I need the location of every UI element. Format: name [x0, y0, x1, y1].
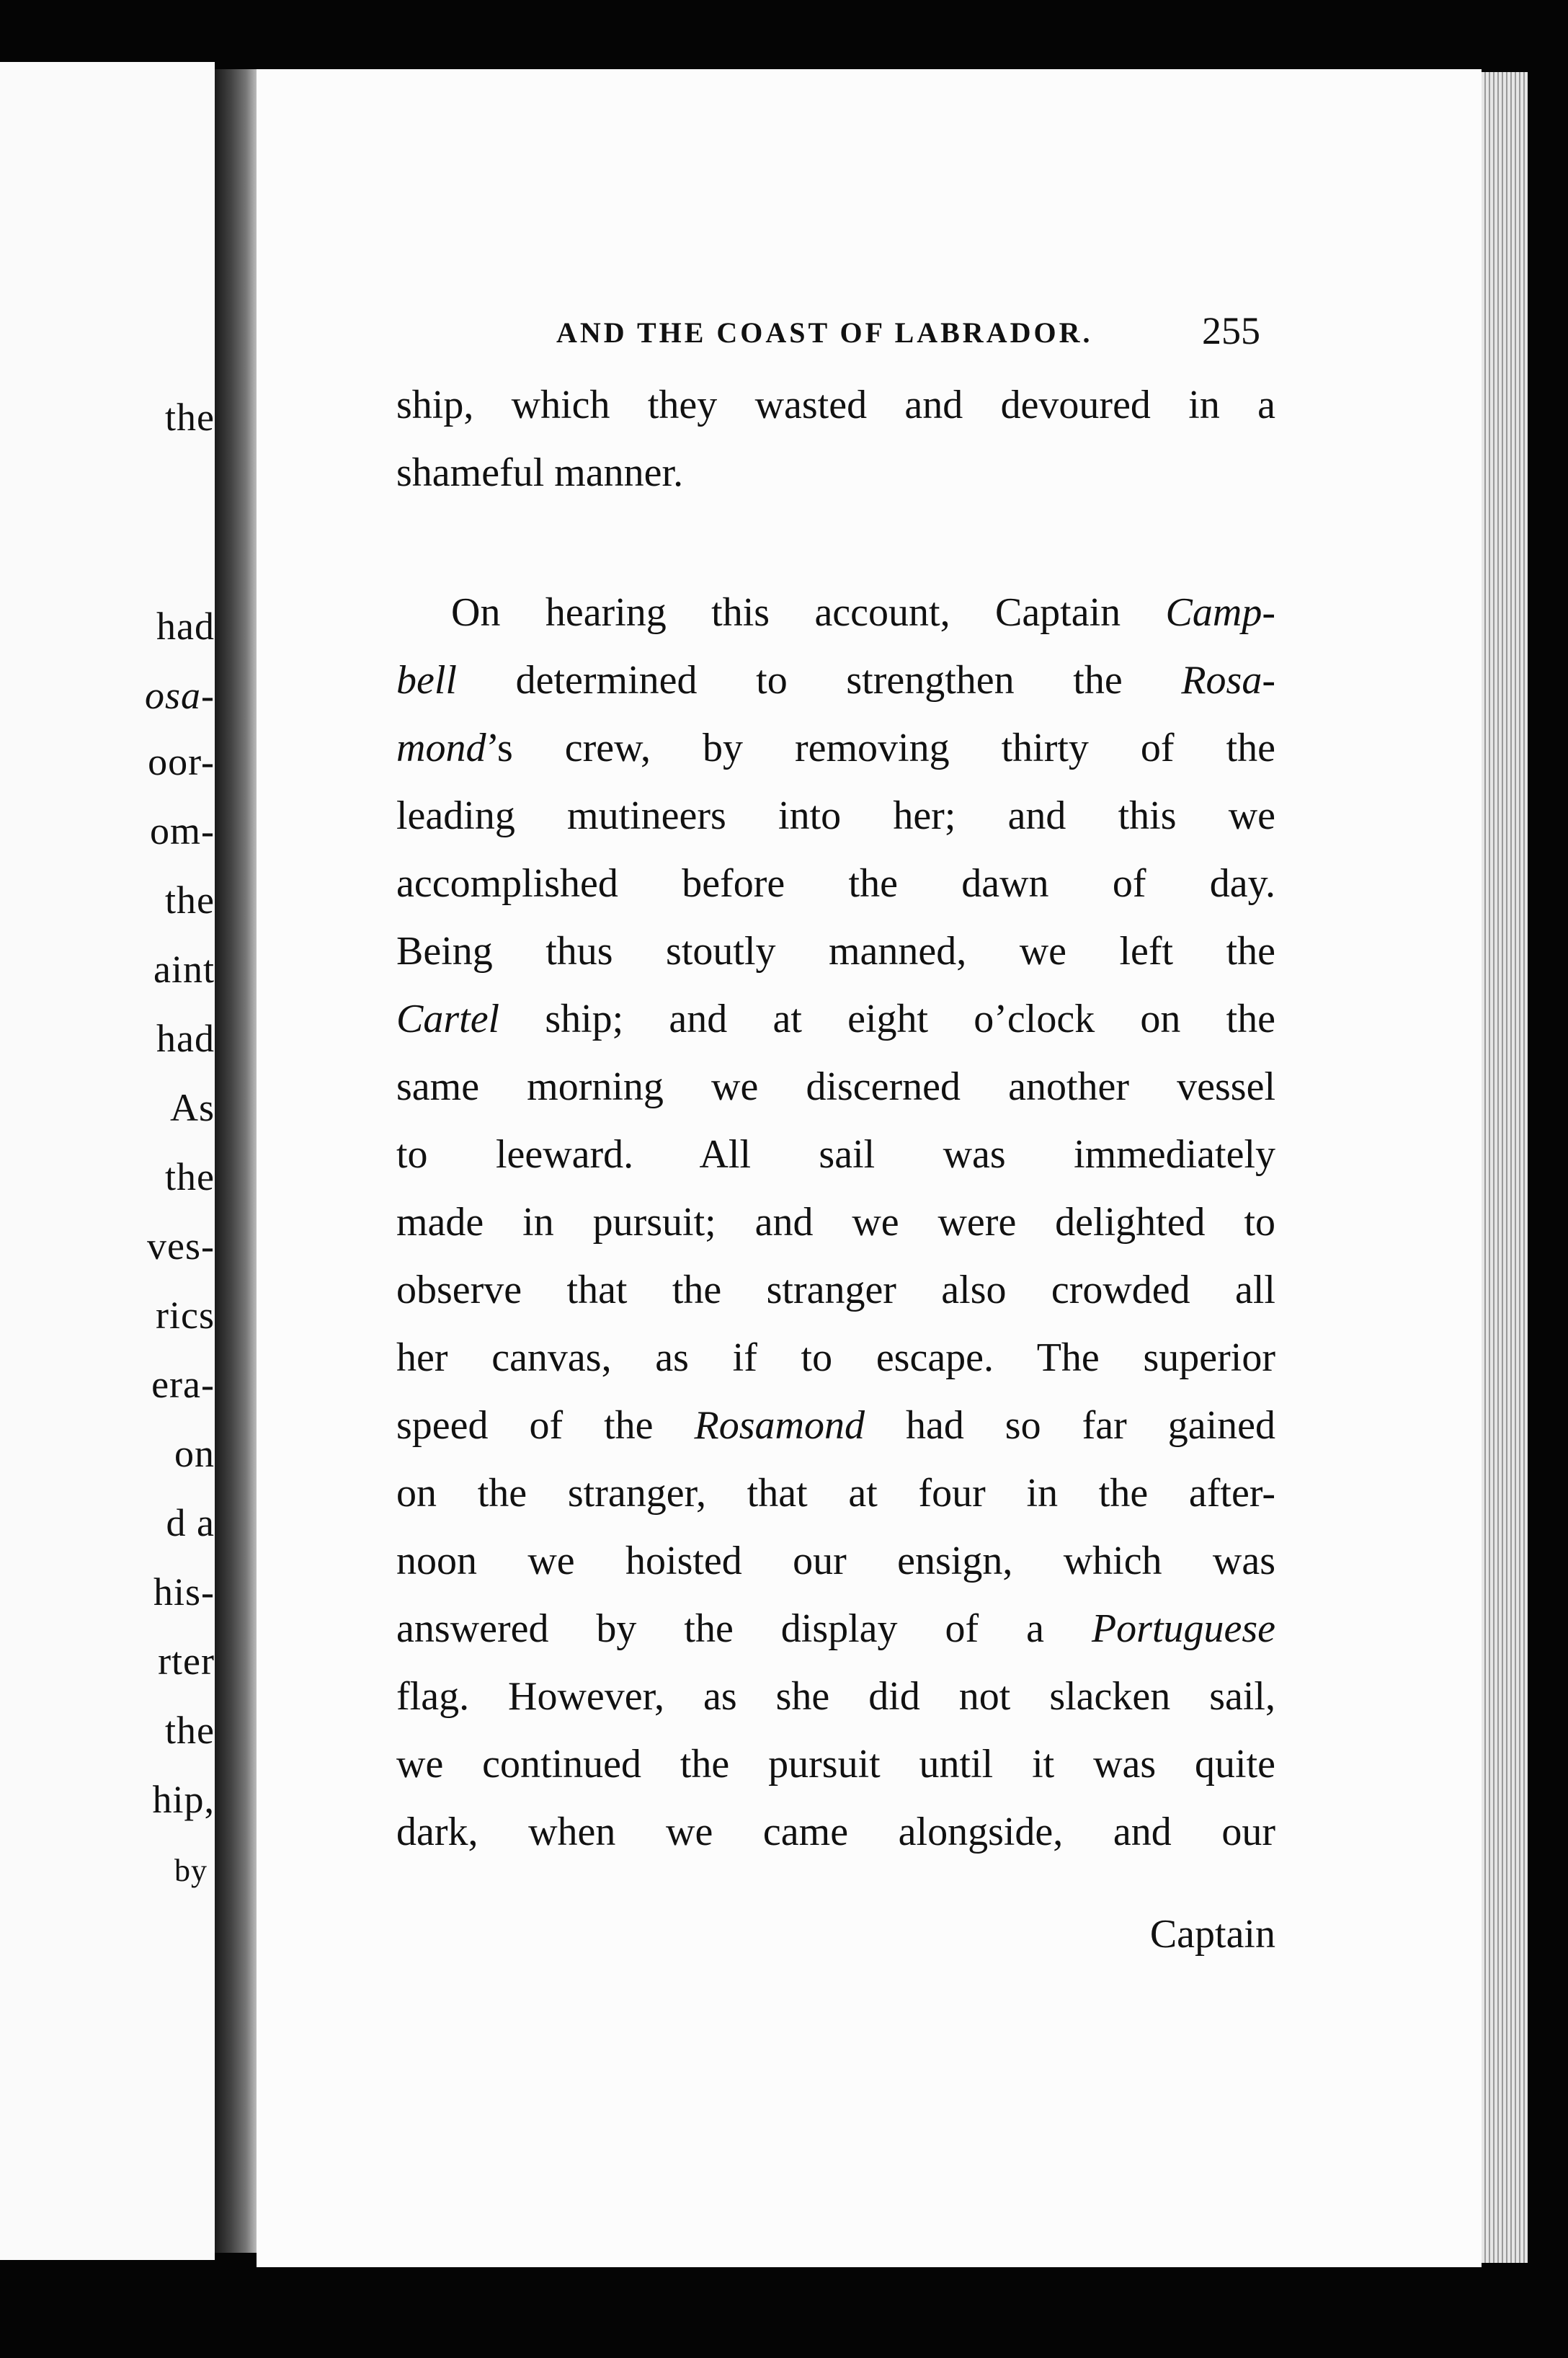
text-line: to leeward. All sail was immediately	[396, 1132, 1275, 1177]
catchword: Captain	[1149, 1912, 1275, 1957]
text-line: speed of the Rosamond had so far gained	[396, 1403, 1275, 1448]
page-edges	[1482, 72, 1528, 2263]
text-line: shameful manner.	[396, 450, 684, 495]
text-line: dark, when we came alongside, and our	[396, 1810, 1275, 1854]
italic-term: Camp-	[1165, 590, 1275, 635]
text-line: observe that the stranger also crowded all	[396, 1268, 1275, 1312]
facing-page-fragment: rics	[156, 1294, 215, 1337]
text-line: her canvas, as if to escape. The superior	[396, 1335, 1275, 1380]
facing-page-fragment: aint	[153, 948, 215, 991]
text-line: on the stranger, that at four in the after-	[396, 1471, 1275, 1516]
text-line: bell determined to strengthen the Rosa-	[396, 658, 1275, 703]
facing-page-fragment: the	[165, 396, 215, 439]
text-line: Being thus stoutly manned, we left the	[396, 929, 1275, 974]
text-line: On hearing this account, Captain Camp-	[451, 590, 1275, 635]
text-line: noon we hoisted our ensign, which was	[396, 1539, 1275, 1583]
facing-page-fragment: the	[165, 878, 215, 922]
text-line: flag. However, as she did not slacken sail,	[396, 1674, 1275, 1719]
italic-term: mond	[396, 726, 486, 770]
facing-page-fragment: ves-	[147, 1224, 215, 1268]
facing-page-fragment: osa-	[145, 674, 215, 717]
text-line: made in pursuit; and we were delighted to	[396, 1200, 1275, 1245]
facing-page-fragment: rter	[158, 1640, 215, 1683]
text-line: leading mutineers into her; and this we	[396, 793, 1275, 838]
italic-term: Cartel	[396, 997, 500, 1041]
facing-page-fragment: hip,	[152, 1778, 215, 1821]
facing-page-fragment: had	[156, 605, 215, 648]
text-line: we continued the pursuit until it was quite	[396, 1742, 1275, 1787]
text-line: mond’s crew, by removing thirty of the	[396, 726, 1275, 770]
facing-page-fragment: his-	[153, 1570, 215, 1614]
page-number: 255	[1202, 309, 1260, 352]
facing-page-fragment: the	[165, 1709, 215, 1752]
italic-term: bell	[396, 658, 457, 703]
facing-page-fragment: had	[156, 1017, 215, 1060]
italic-term: Rosa-	[1181, 658, 1275, 703]
text-line: accomplished before the dawn of day.	[396, 861, 1275, 906]
book-gutter	[215, 69, 257, 2253]
text-line: ship, which they wasted and devoured in a	[396, 383, 1275, 427]
facing-page-fragment: era-	[151, 1363, 215, 1406]
text-line: answered by the display of a Portuguese	[396, 1606, 1275, 1651]
facing-page-fragment: by	[174, 1853, 208, 1888]
italic-term: Portuguese	[1091, 1606, 1275, 1651]
italic-term: Rosamond	[694, 1403, 865, 1448]
text-line: same morning we discerned another vessel	[396, 1064, 1275, 1109]
text-line: Cartel ship; and at eight o’clock on the	[396, 997, 1275, 1041]
facing-page	[0, 62, 215, 2260]
running-head: AND THE COAST OF LABRADOR.	[556, 316, 1093, 349]
facing-page-fragment: om-	[150, 809, 215, 853]
facing-page-fragment: the	[165, 1155, 215, 1198]
facing-page-fragment: d a	[166, 1501, 215, 1544]
facing-page-fragment: oor-	[148, 740, 215, 783]
facing-page-fragment: on	[174, 1432, 215, 1475]
facing-page-fragment: As	[169, 1086, 215, 1129]
